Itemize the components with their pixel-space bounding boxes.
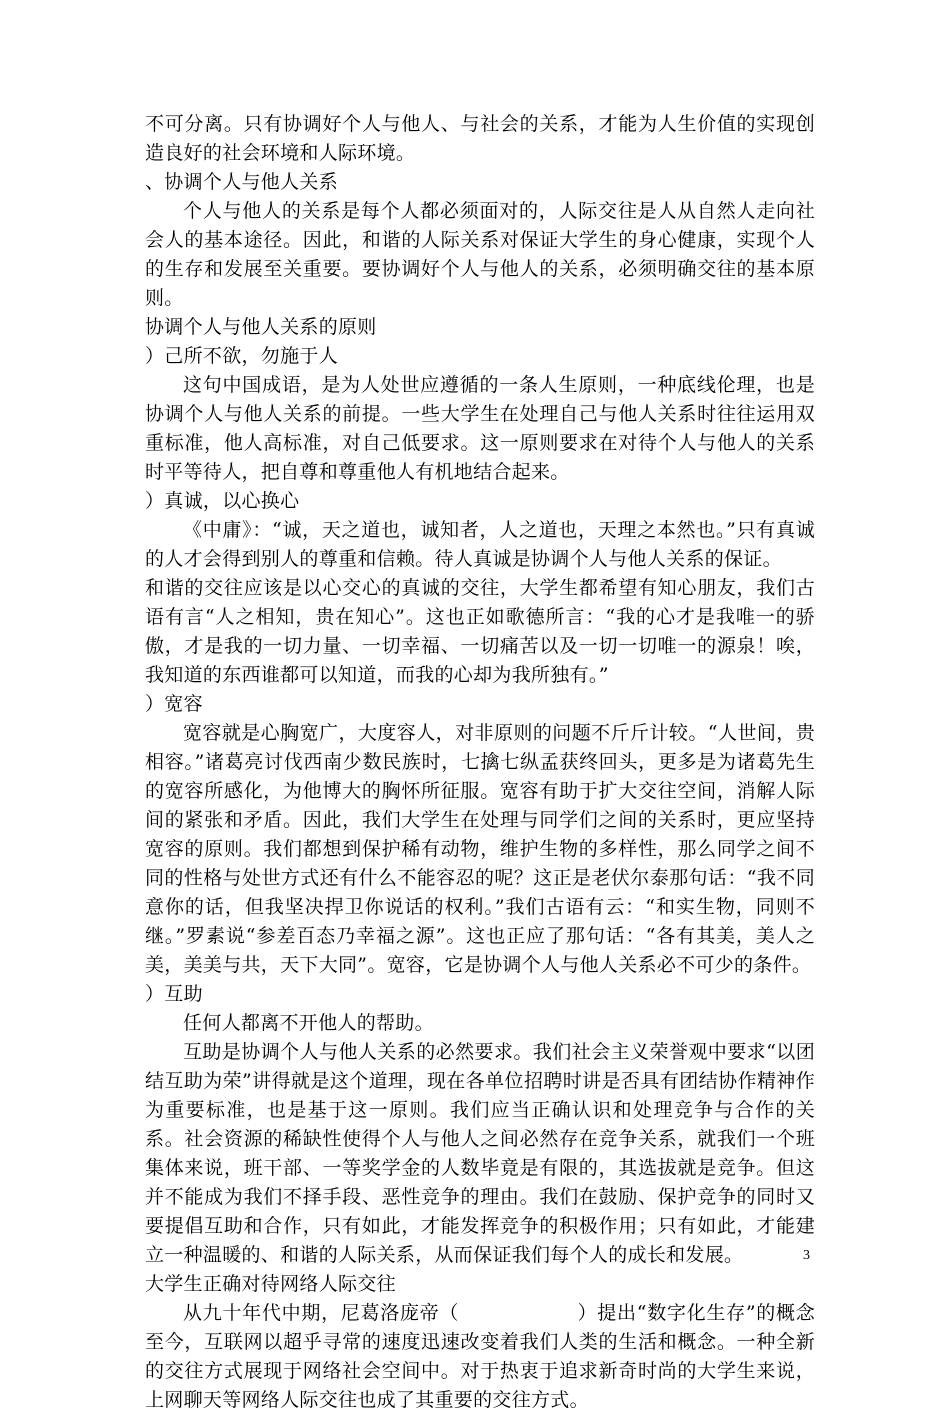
paragraph: 互助是协调个人与他人关系的必然要求。我们社会主义荣誉观中要求“以团结互助为荣”讲得就是这个道理，现在各单位招聘时讲是否具有团结协作精神作为重要标准，也是基于这一原则。我们应当正确认识和处理竞争与合作的关系。社会资源的稀缺性使得个人与他人之间必然存在竞争关系，就我们一个班集体来说，班干部、一等奖学金的人数毕竟是有限的，其选拔就是竞争。但这并不能成为我们不择手段、恶性竞争的理由。我们在鼓励、保护竞争的同时又要提倡互助和合作，只有如此，才能发挥竞争的积极作用；只有如此，才能建立一种温暖的、和谐的人际关系，从而保证我们每个人的成长和发展。 (145, 1041, 815, 1266)
page-number: 3 (803, 1248, 810, 1263)
paragraph: 任何人都离不开他人的帮助。 (183, 1012, 434, 1034)
paragraph-rest: ）提出“数字化生存”的概念至今，互联网以超乎寻常的速度迅速改变着我们人类的生活和概念。一种全新的交往方式展现于网络社会空间中。对于热衷于追求新奇时尚的大学生来说，上网聊天等网络人际交往也成了其重要的交往方式。 (145, 1302, 816, 1411)
paragraph (145, 1299, 815, 1415)
paragraph: 个人与他人的关系是每个人都必须面对的，人际交往是人从自然人走向社会人的基本途径。因此，和谐的人际关系对保证大学生的身心健康，实现个人的生存和发展至关重要。要协调好个人与他人的关系，必须明确交往的基本原则。 (145, 200, 815, 309)
principle-heading: ）真诚，以心换心 (145, 490, 300, 512)
paragraph: 宽容就是心胸宽广，大度容人，对非原则的问题不斤斤计较。“人世间，贵相容。”诸葛亮讨伐西南少数民族时，七擒七纵孟获终回头，更多是为诸葛先生的宽容所感化，为他博大的胸怀所征服。宽容有助于扩大交往空间，消解人际间的紧张和矛盾。因此，我们大学生在处理与同学们之间的关系时，更应坚持宽容的原则。我们都想到保护稀有动物，维护生物的多样性，那么同学之间不同的性格与处世方式还有什么不能容忍的呢？这正是老伏尔泰那句话：“我不同意你的话，但我坚决捍卫你说话的权利。”我们古语有云：“和实生物，同则不继。”罗素说“参差百态乃幸福之源”。这也正应了那句话：“各有其美，美人之美，美美与共，天下大同”。宽容，它是协调个人与他人关系必不可少的条件。 (145, 722, 815, 976)
document-body (145, 110, 815, 1415)
paragraph: 这句中国成语，是为人处世应遵循的一条人生原则，一种底线伦理，也是协调个人与他人关系的前提。一些大学生在处理自己与他人关系时往往运用双重标准，他人高标准，对自己低要求。这一原则要求在对待个人与他人的关系时平等待人，把自尊和尊重他人有机地结合起来。 (145, 374, 815, 483)
principle-heading: ）互助 (145, 983, 203, 1005)
paragraph: 《中庸》：“诚，天之道也，诚知者，人之道也，天理之本然也。”只有真诚的人才会得到别人的尊重和信赖。待人真诚是协调个人与他人关系的保证。 (145, 519, 815, 570)
section-heading: 、协调个人与他人关系 (145, 171, 339, 193)
paragraph-lead: 从九十年代中期，尼葛洛庞帝（ (183, 1302, 460, 1324)
subsection-heading: 大学生正确对待网络人际交往 (145, 1273, 396, 1295)
subsection-heading: 协调个人与他人关系的原则 (145, 316, 377, 338)
principle-heading: ）宽容 (145, 693, 203, 715)
principle-heading: ）己所不欲，勿施于人 (145, 345, 339, 367)
paragraph-continuation: 不可分离。只有协调好个人与他人、与社会的关系，才能为人生价值的实现创造良好的社会环境和人际环境。 (145, 113, 815, 164)
paragraph: 和谐的交往应该是以心交心的真诚的交往，大学生都希望有知心朋友，我们古语有言“人之相知，贵在知心”。这也正如歌德所言：“我的心才是我唯一的骄傲，才是我的一切力量、一切幸福、一切痛苦以及一切一切唯一的源泉！唉，我知道的东西谁都可以知道，而我的心却为我所独有。” (145, 577, 815, 686)
